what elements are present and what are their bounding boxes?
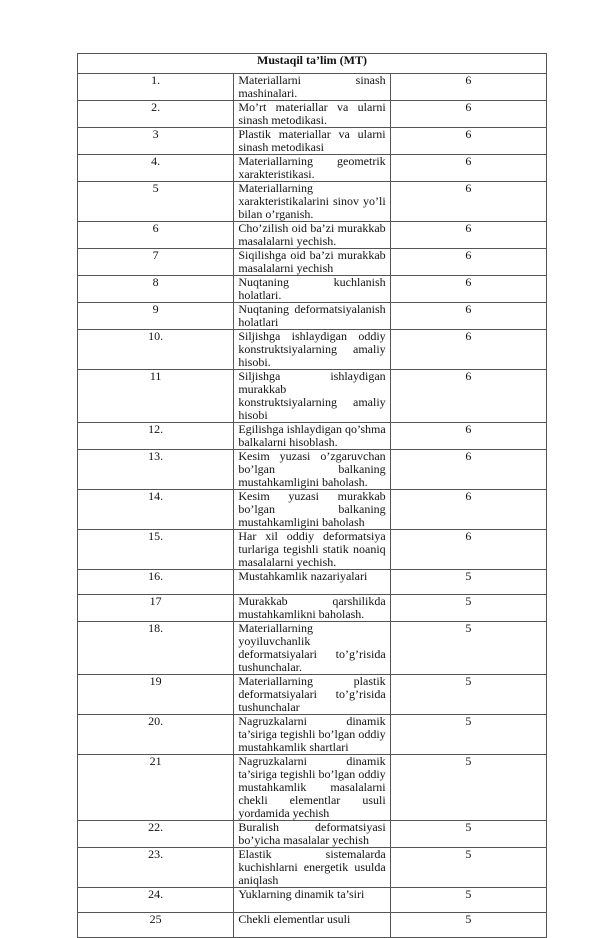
row-number: 15. — [78, 530, 234, 570]
row-topic: Siljishga ishlaydigan oddiy konstruktsiyalarning amaliy hisobi. — [234, 330, 390, 370]
row-hours: 5 — [390, 675, 546, 715]
row-hours: 6 — [390, 74, 546, 101]
row-hours: 6 — [390, 276, 546, 303]
row-topic: Murakkab qarshilikda mustahkamlikni baholash. — [234, 595, 390, 622]
row-hours: 5 — [390, 755, 546, 821]
row-number: 12. — [78, 423, 234, 450]
row-number: 16. — [78, 570, 234, 595]
row-number: 17 — [78, 595, 234, 622]
row-number: 10. — [78, 330, 234, 370]
row-topic: Buralish deformatsiyasi bo’yicha masalalar yechish — [234, 821, 390, 848]
row-hours: 5 — [390, 821, 546, 848]
table-title: Mustaqil ta’lim (MT) — [78, 54, 547, 74]
table-row — [78, 303, 547, 330]
row-hours: 6 — [390, 155, 546, 182]
row-hours: 6 — [390, 530, 546, 570]
row-number: 19 — [78, 675, 234, 715]
row-topic: Materiallarning xarakteristikalarini sinov yo’li bilan o’rganish. — [234, 182, 390, 222]
row-hours: 5 — [390, 622, 546, 675]
row-number: 13. — [78, 450, 234, 490]
table-row — [78, 888, 547, 913]
row-topic: Materiallarning geometrik xarakteristikasi. — [234, 155, 390, 182]
row-topic: Chekli elementlar usuli — [234, 913, 390, 938]
table-body — [78, 54, 547, 938]
row-topic: Siqilishga oid ba’zi murakkab masalalarni yechish — [234, 249, 390, 276]
row-hours: 6 — [390, 222, 546, 249]
table-row — [78, 423, 547, 450]
row-topic: Mo’rt materiallar va ularni sinash metodikasi. — [234, 101, 390, 128]
table-row — [78, 249, 547, 276]
row-topic: Materiallarning yoyiluvchanlik deformatsiyalari to’g’risida tushunchalar. — [234, 622, 390, 675]
row-number: 25 — [78, 913, 234, 938]
row-number: 2. — [78, 101, 234, 128]
row-hours: 6 — [390, 450, 546, 490]
row-topic: Yuklarning dinamik ta’siri — [234, 888, 390, 913]
row-topic: Kesim yuzasi murakkab bo’lgan balkaning mustahkamligini baholash — [234, 490, 390, 530]
row-hours: 6 — [390, 330, 546, 370]
table-row — [78, 450, 547, 490]
table-row — [78, 276, 547, 303]
row-number: 3 — [78, 128, 234, 155]
table-row — [78, 530, 547, 570]
table-row — [78, 848, 547, 888]
row-hours: 5 — [390, 570, 546, 595]
table-row — [78, 675, 547, 715]
row-hours: 5 — [390, 715, 546, 755]
row-topic: Siljishga ishlaydigan murakkab konstruktsiyalarning amaliy hisobi — [234, 370, 390, 423]
row-number: 7 — [78, 249, 234, 276]
table-row — [78, 182, 547, 222]
table-row — [78, 715, 547, 755]
table-row — [78, 595, 547, 622]
table-row — [78, 155, 547, 182]
table-title-row — [78, 54, 547, 74]
row-number: 14. — [78, 490, 234, 530]
table-row — [78, 755, 547, 821]
row-hours: 6 — [390, 128, 546, 155]
row-hours: 6 — [390, 423, 546, 450]
row-topic: Nuqtaning kuchlanish holatlari. — [234, 276, 390, 303]
row-topic: Mustahkamlik nazariyalari — [234, 570, 390, 595]
row-hours: 6 — [390, 303, 546, 330]
row-topic: Nuqtaning deformatsiyalanish holatlari — [234, 303, 390, 330]
table-row — [78, 821, 547, 848]
row-hours: 5 — [390, 913, 546, 938]
row-topic: Kesim yuzasi o’zgaruvchan bo’lgan balkaning mustahkamligini baholash. — [234, 450, 390, 490]
row-number: 9 — [78, 303, 234, 330]
row-topic: Egilishga ishlaydigan qo’shma balkalarni hisoblash. — [234, 423, 390, 450]
row-hours: 6 — [390, 249, 546, 276]
row-number: 20. — [78, 715, 234, 755]
independent-study-table — [77, 53, 547, 938]
row-topic: Cho’zilish oid ba’zi murakkab masalalarni yechish. — [234, 222, 390, 249]
row-number: 23. — [78, 848, 234, 888]
row-hours: 5 — [390, 595, 546, 622]
row-topic: Nagruzkalarni dinamik ta’siriga tegishli bo’lgan oddiy mustahkamlik masalalarni chekli elementlar usuli yordamida yechish — [234, 755, 390, 821]
row-hours: 5 — [390, 848, 546, 888]
row-hours: 6 — [390, 182, 546, 222]
row-number: 4. — [78, 155, 234, 182]
row-number: 24. — [78, 888, 234, 913]
row-topic: Plastik materiallar va ularni sinash metodikasi — [234, 128, 390, 155]
table-row — [78, 622, 547, 675]
row-topic: Elastik sistemalarda kuchishlarni energetik usulda aniqlash — [234, 848, 390, 888]
row-hours: 6 — [390, 490, 546, 530]
row-hours: 5 — [390, 888, 546, 913]
row-number: 1. — [78, 74, 234, 101]
table-row — [78, 128, 547, 155]
table-row — [78, 370, 547, 423]
row-hours: 6 — [390, 101, 546, 128]
table-row — [78, 913, 547, 938]
table-row — [78, 74, 547, 101]
row-number: 18. — [78, 622, 234, 675]
row-topic: Materiallarni sinash mashinalari. — [234, 74, 390, 101]
table-row — [78, 330, 547, 370]
table-row — [78, 222, 547, 249]
row-topic: Materiallarning plastik deformatsiyalari to’g’risida tushunchalar — [234, 675, 390, 715]
row-hours: 6 — [390, 370, 546, 423]
row-topic: Nagruzkalarni dinamik ta’siriga tegishli bo’lgan oddiy mustahkamlik shartlari — [234, 715, 390, 755]
row-number: 6 — [78, 222, 234, 249]
table-row — [78, 490, 547, 530]
row-number: 21 — [78, 755, 234, 821]
row-number: 8 — [78, 276, 234, 303]
row-number: 5 — [78, 182, 234, 222]
table-row — [78, 570, 547, 595]
table-row — [78, 101, 547, 128]
row-number: 22. — [78, 821, 234, 848]
row-number: 11 — [78, 370, 234, 423]
row-topic: Har xil oddiy deformatsiya turlariga tegishli statik noaniq masalalarni yechish. — [234, 530, 390, 570]
